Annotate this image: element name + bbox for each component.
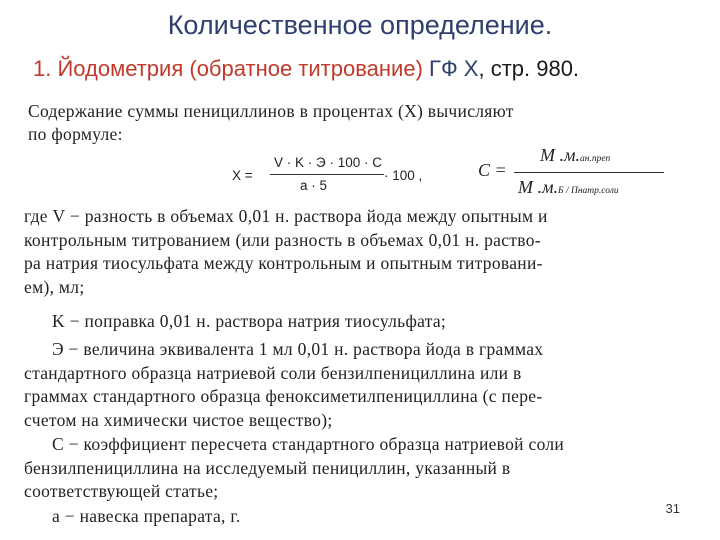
formula-x-lhs: X = [232,168,253,183]
subtitle-source: ГФ X [429,56,479,81]
definition-line-10: C − коэффициент пересчета стандартного образца натриевой соли [52,434,565,454]
formula-c-fraction-bar [514,172,664,173]
formula-c-denominator [518,177,619,198]
slide-subtitle [33,56,579,82]
definition-line-7: стандартного образца натриевой соли бензилпенициллина или в [24,363,522,383]
definition-line-11: бензилпенициллина на исследуемый пенициллин, указанный в [24,458,511,478]
formula-x-tail: · 100 , [384,168,423,183]
formula-c-numerator-sub: ан.преп [579,154,611,164]
slide-title: Количественное определение. [167,10,553,40]
formula-c-numerator-main: М .м. [540,145,580,165]
definition-line-8: граммах стандартного образца феноксиметилпенициллина (с пере- [24,386,543,406]
subtitle-number: 1. [33,56,58,81]
intro-line-1: Содержание суммы пенициллинов в процентах (X) вычисляют [28,101,514,121]
definition-line-2: контрольным титрованием (или разность в объемах 0,01 н. раство- [24,230,541,250]
subtitle-method: Йодометрия (обратное титрование) [57,56,430,81]
definition-line-5: K − поправка 0,01 н. раствора натрия тиосульфата; [52,311,447,331]
formula-c-denominator-sub: Б / Пнатр.соли [557,186,619,196]
definition-line-1: где V − разность в объемах 0,01 н. раствора йода между опытным и [24,206,548,226]
intro-line-2: по формуле: [28,124,123,144]
definition-line-3: ра натрия тиосульфата между контрольным и опытным титровани- [24,253,543,273]
definition-line-4: ем), мл; [24,277,85,297]
formula-x-denominator: a · 5 [300,178,328,193]
definition-line-6: Э − величина эквивалента 1 мл 0,01 н. раствора йода в граммах [52,339,544,359]
formula-x-fraction-bar [270,174,384,175]
formula-c-lhs: C = [478,160,507,180]
formula-c-denominator-main: М .м. [518,177,558,197]
formula-c-numerator [540,145,610,166]
page-number: 31 [665,501,680,516]
formula-x-numerator: V · K · Э · 100 · C [274,155,382,170]
subtitle-page: , стр. 980. [478,56,580,81]
definition-line-9: счетом на химически чистое вещество); [24,410,333,430]
definition-line-13: a − навеска препарата, г. [52,506,241,526]
definition-line-12: соответствующей статье; [24,481,219,501]
